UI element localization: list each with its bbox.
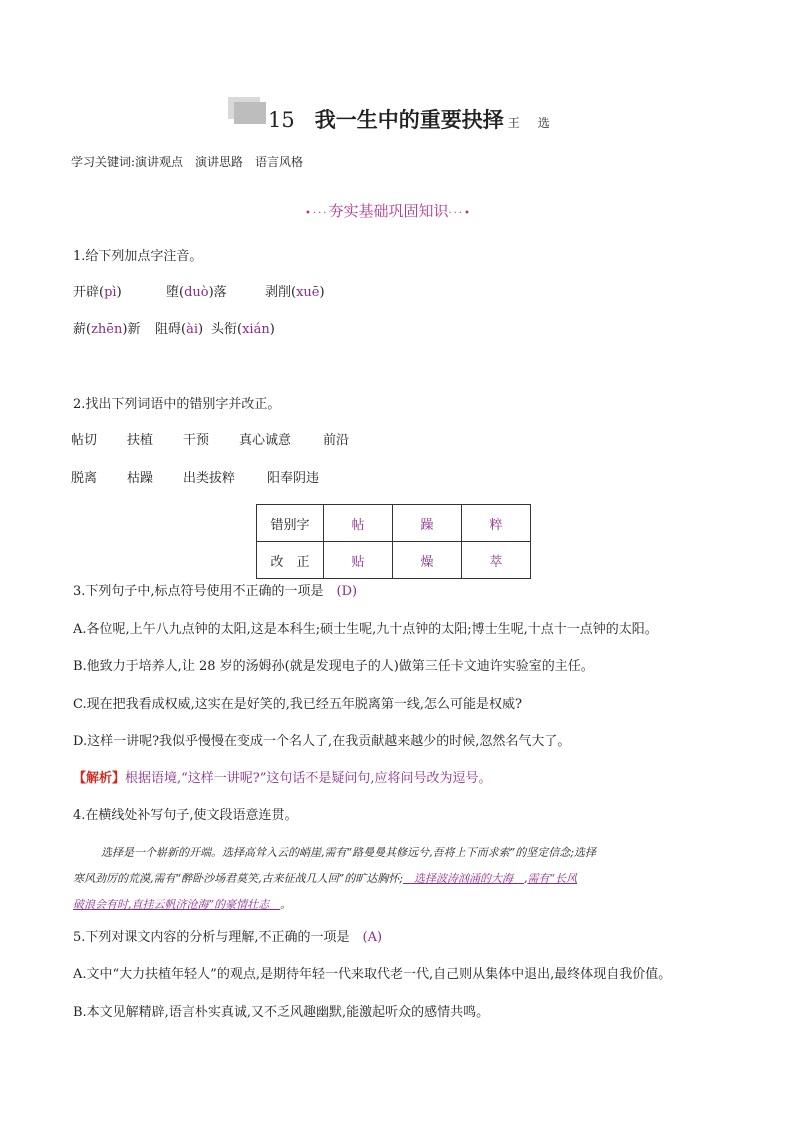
q3-option-b: B.他致力于培养人,让 28 岁的汤姆孙(就是发现电子的人)做第三任卡文迪许实验室的主任。 [73,659,594,674]
q4-passage: 选择是一个崭新的开端。选择高耸入云的峭崖,需有“路曼曼其修远兮,吾将上下而求索”的坚定信念;选择 寒风劲厉的荒漠,需有“醉卧沙场君莫笑,古来征战几人回”的旷达胸怀; 选择波涛汹涌的大海 ,需有“长风 破浪会有时,直挂云帆济沧海”的豪情壮志 。 [73,846,596,911]
q5-option-b: B.本文见解精辟,语言朴实真诚,又不乏风趣幽默,能激起听众的感情共鸣。 [73,1005,490,1020]
q3-answer: (D) [336,584,358,599]
banner-dots-right: ···• [448,208,472,219]
title-decoration [228,97,268,125]
table-cell: 燥 [393,542,462,579]
q3-analysis: 【解析】根据语境,“这样一讲呢?”这句话不是疑问句,应将问号改为逗号。 [73,771,492,786]
q3-option-c: C.现在把我看成权威,这实在是好笑的,我已经五年脱离第一线,怎么可能是权威? [73,697,522,712]
table-cell: 躁 [393,505,462,542]
q4-stem: 4.在横线处补写句子,使文段语意连贯。 [73,808,298,823]
q2-word: 阳奉阴违 [267,471,320,486]
table-cell: 帖 [324,505,393,542]
analysis-tag: 【解析】 [73,771,126,786]
banner-text: 夯实基础巩固知识 [328,202,449,220]
q2-word: 枯躁 [127,471,154,486]
q2-stem: 2.找出下列词语中的错别字并改正。 [73,397,281,412]
q2-word: 前沿 [323,433,350,448]
table-row [257,505,531,542]
table-cell: 贴 [324,542,393,579]
q1-item: 开辟(pì) [73,285,122,300]
q3-option-d: D.这样一讲呢?我似乎慢慢在变成一个名人了,在我贡献越来越少的时候,忽然名气大了。 [73,734,571,749]
q5-answer: (A) [362,930,383,945]
q3-option-a: A.各位呢,上午八九点钟的太阳,这是本科生;硕士生呢,九十点钟的太阳;博士生呢,十点十一点钟的太阳。 [73,622,658,637]
q5-option-a: A.文中“大力扶植年轻人”的观点,是期待年轻一代来取代老一代,自己则从集体中退出,最终体现自我价值。 [73,967,672,982]
q3-stem: 3.下列句子中,标点符号使用不正确的一项是 (D) [73,584,358,599]
keywords: 学习关键词:演讲观点 演讲思路 语言风格 [71,155,304,169]
table-header: 改 正 [257,542,324,579]
table-cell: 萃 [462,542,531,579]
q2-word: 真心诚意 [239,433,292,448]
correction-table [256,504,531,579]
page-title [268,106,550,137]
q1-item: 阻碍(ài) [155,322,204,337]
author-last: 选 [537,116,550,130]
section-banner [305,200,472,225]
lesson-number: 15 [268,108,295,132]
q4-answer-2b: 破浪会有时,直挂云帆济沧海”的豪情壮志 [73,898,281,911]
q2-word: 扶植 [127,433,154,448]
table-row [257,542,531,579]
author-first: 王 [507,116,520,130]
q2-word: 出类拔粹 [183,471,236,486]
q2-word: 干预 [183,433,210,448]
q5-stem: 5.下列对课文内容的分析与理解,不正确的一项是 (A) [73,930,383,945]
lesson-title: 我一生中的重要抉择 [314,107,504,132]
q4-answer-2a: 需有“长风 [527,872,578,885]
q1-item: 头衔(xián) [211,322,275,337]
q1-stem: 1.给下列加点字注音。 [73,249,203,264]
q1-item: 堕(duò)落 [166,285,227,300]
q2-word: 帖切 [71,433,98,448]
table-header: 错别字 [257,505,324,542]
banner-dots-left: •··· [305,208,329,219]
q2-word: 脱离 [71,471,98,486]
q4-answer-1: 选择波涛汹涌的大海 [402,872,524,885]
table-cell: 粹 [462,505,531,542]
q1-item: 薪(zhēn)新 [73,322,141,337]
q1-item: 剥削(xuē) [265,285,325,300]
